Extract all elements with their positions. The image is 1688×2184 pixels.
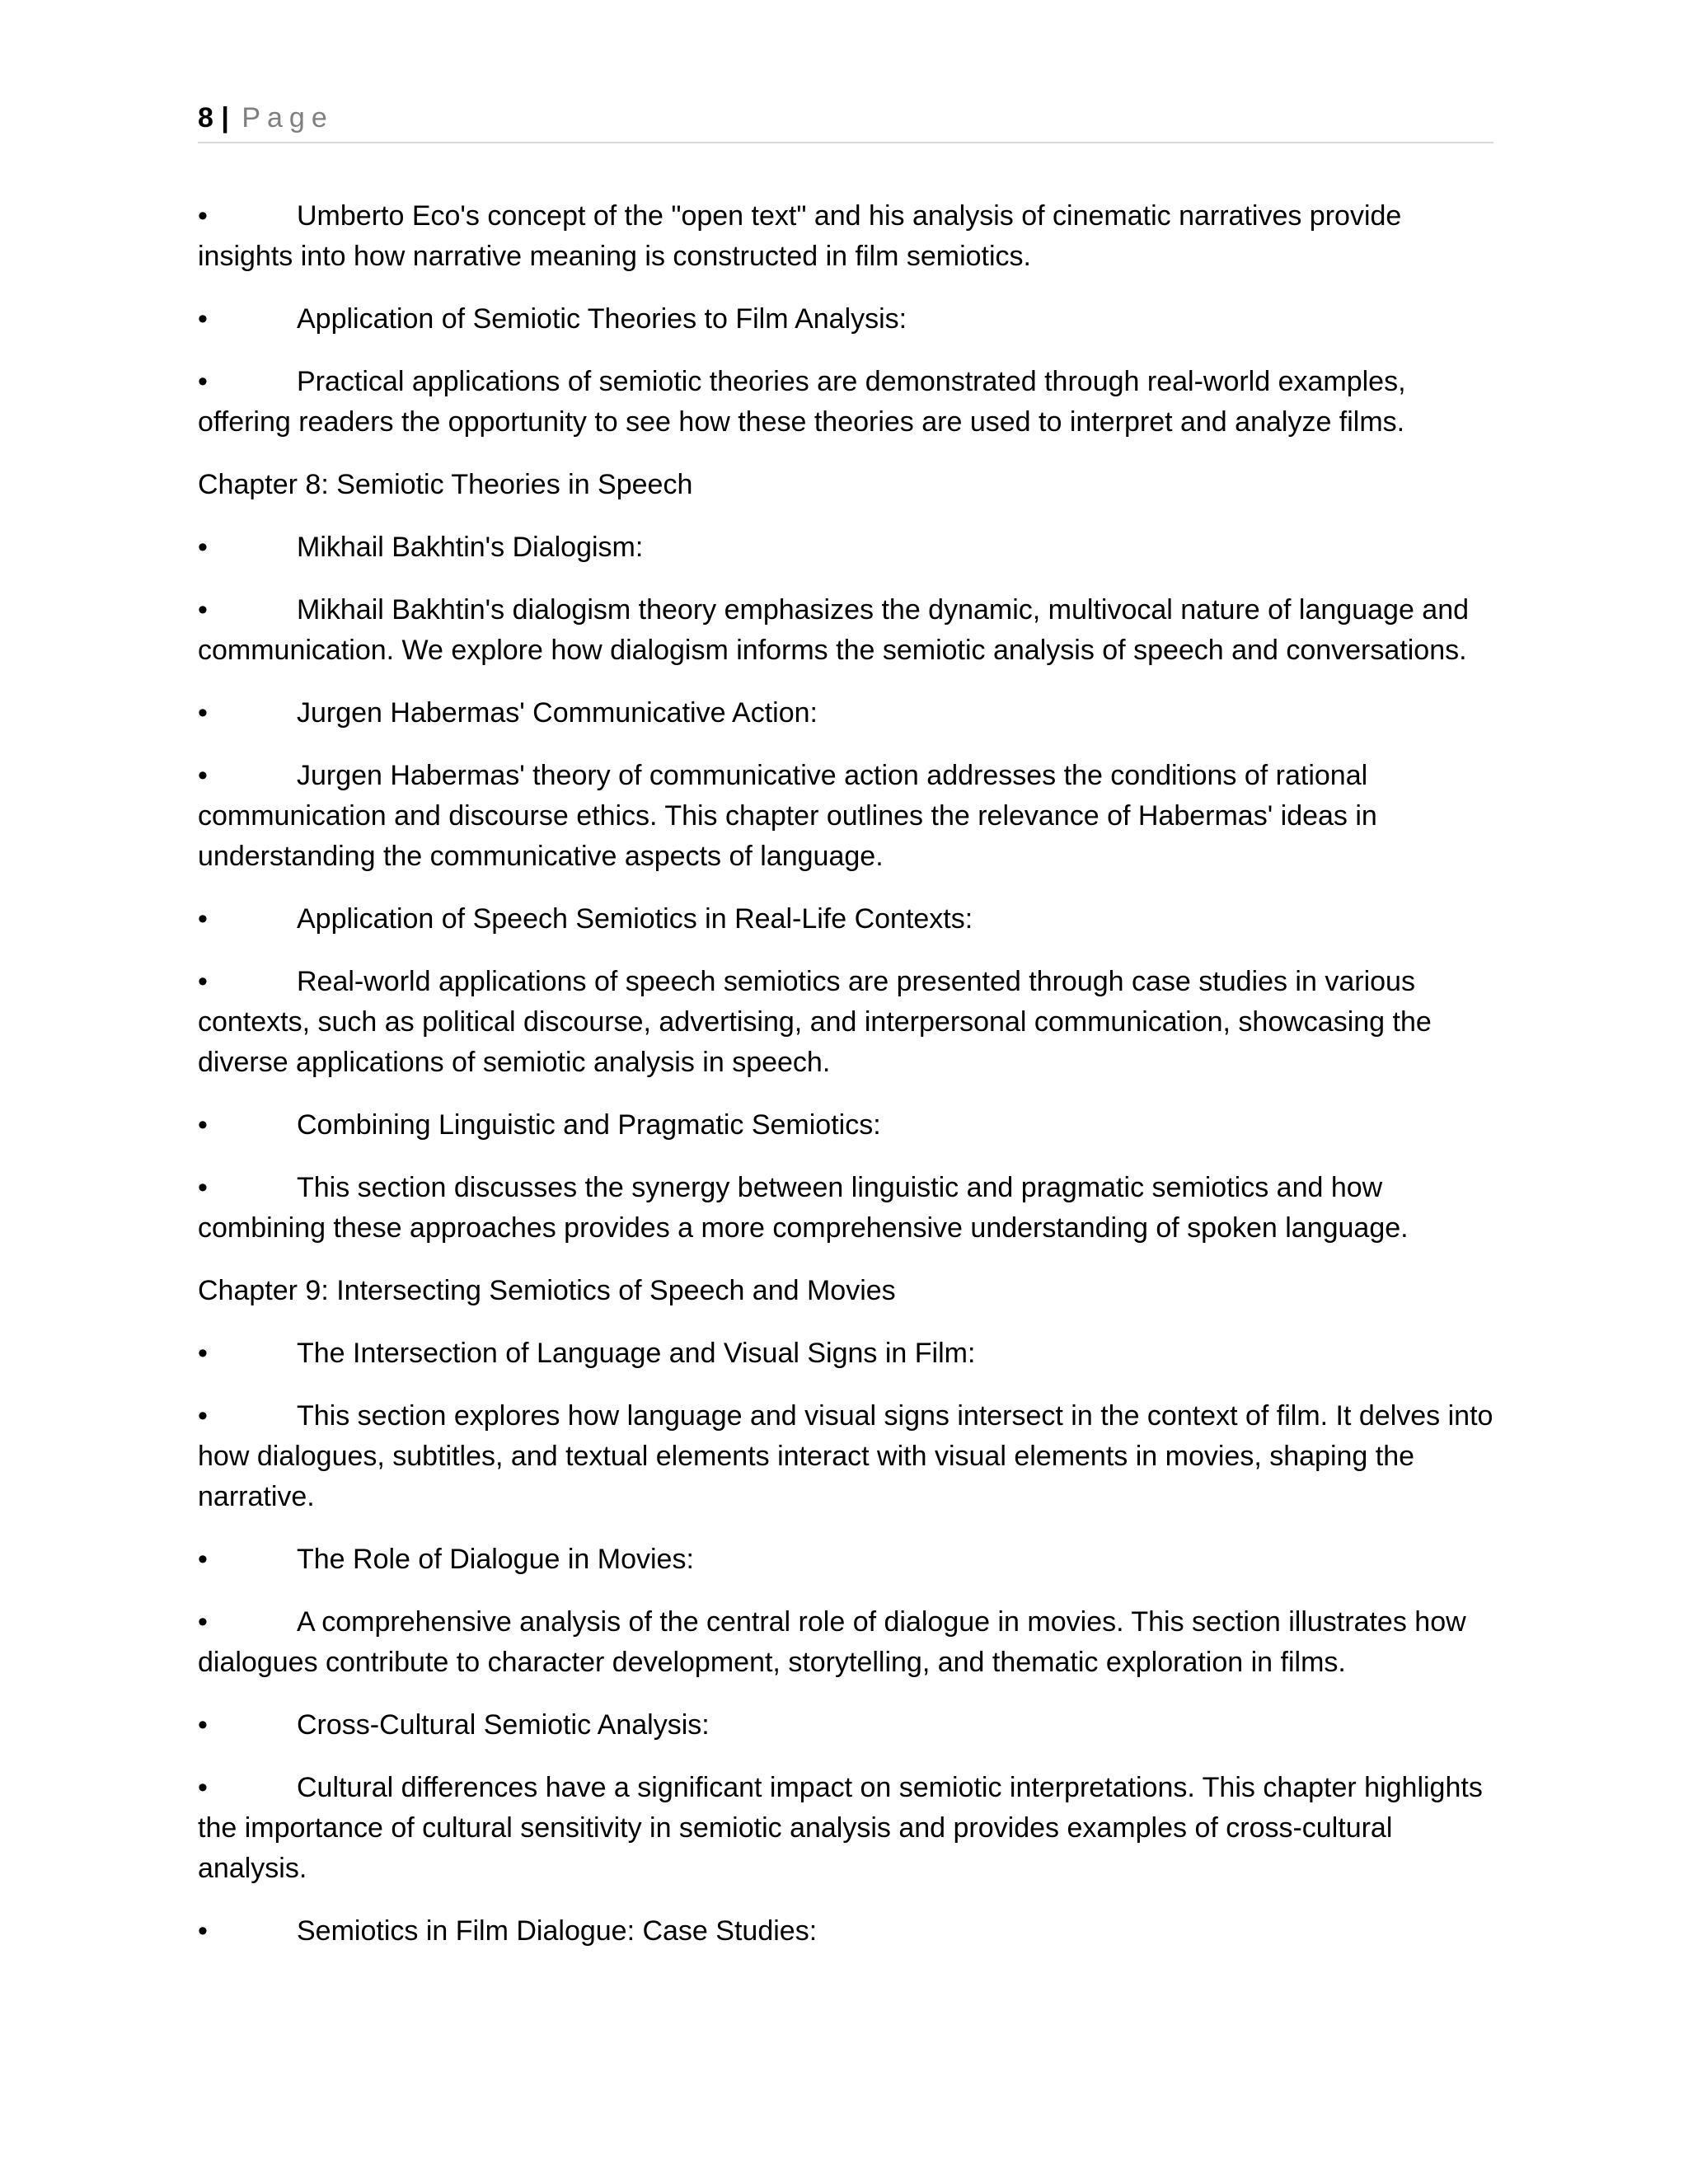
paragraph-text: Application of Semiotic Theories to Film Analysis:: [297, 303, 907, 335]
paragraph-text: Semiotics in Film Dialogue: Case Studies:: [297, 1915, 818, 1947]
paragraph-text: Application of Speech Semiotics in Real-Life Contexts:: [297, 903, 973, 935]
bullet: •: [198, 366, 208, 397]
paragraph-text: The Intersection of Language and Visual Signs in Film:: [297, 1338, 976, 1369]
paragraph: [198, 693, 1493, 733]
bullet: •: [198, 1915, 208, 1947]
chapter-heading: [198, 1271, 1493, 1311]
paragraph: [198, 299, 1493, 340]
bullet: •: [198, 760, 208, 791]
paragraph-text: Mikhail Bakhtin's dialogism theory emphasizes the dynamic, multivocal nature of language and communication. We explore how dialogism informs the semiotic analysis of speech and conversations.: [198, 594, 1470, 666]
paragraph: [198, 1705, 1493, 1746]
paragraph: [198, 1540, 1493, 1580]
paragraph-text: Cross-Cultural Semiotic Analysis:: [297, 1709, 710, 1741]
bullet: •: [198, 303, 208, 335]
chapter-heading-text: Chapter 9: Intersecting Semiotics of Speech and Movies: [198, 1275, 896, 1306]
page-header: [198, 97, 1493, 143]
paragraph-text: Mikhail Bakhtin's Dialogism:: [297, 532, 644, 563]
bullet: •: [198, 1109, 208, 1141]
paragraph-text: Cultural differences have a significant impact on semiotic interpretations. This chapter highlights the importance of cultural sensitivity in semiotic analysis and provides examples of cross-cultural analysis.: [198, 1772, 1483, 1884]
chapter-heading: [198, 465, 1493, 505]
paragraph-text: Jurgen Habermas' theory of communicative action addresses the conditions of rational communication and discourse ethics. This chapter outlines the relevance of Habermas' ideas in understanding the communicative aspects of language.: [198, 760, 1377, 872]
bullet: •: [198, 697, 208, 729]
paragraph: [198, 756, 1493, 877]
bullet: •: [198, 1606, 208, 1638]
chapter-heading-text: Chapter 8: Semiotic Theories in Speech: [198, 469, 693, 500]
paragraph: [198, 527, 1493, 568]
paragraph-text: The Role of Dialogue in Movies:: [297, 1544, 694, 1575]
paragraph: [198, 362, 1493, 443]
bullet: •: [198, 1709, 208, 1741]
page-number: 8: [198, 102, 213, 134]
page-separator: |: [221, 102, 229, 134]
paragraph: [198, 1911, 1493, 1952]
paragraph: [198, 1333, 1493, 1374]
bullet: •: [198, 1338, 208, 1369]
paragraph-text: Umberto Eco's concept of the "open text" and his analysis of cinematic narratives provide insights into how narrative meaning is constructed in film semiotics.: [198, 200, 1402, 272]
paragraph: [198, 196, 1493, 277]
paragraph-text: Real-world applications of speech semiotics are presented through case studies in various contexts, such as political discourse, advertising, and interpersonal communication, showcasing the diverse applications of semiotic analysis in speech.: [198, 966, 1432, 1078]
document-body: [198, 196, 1493, 1974]
paragraph: [198, 899, 1493, 940]
bullet: •: [198, 903, 208, 935]
paragraph: [198, 1602, 1493, 1683]
paragraph: [198, 962, 1493, 1083]
bullet: •: [198, 1772, 208, 1803]
bullet: •: [198, 200, 208, 232]
paragraph: [198, 1768, 1493, 1889]
bullet: •: [198, 594, 208, 626]
paragraph-text: This section discusses the synergy between linguistic and pragmatic semiotics and how combining these approaches provides a more comprehensive understanding of spoken language.: [198, 1172, 1409, 1244]
bullet: •: [198, 966, 208, 997]
paragraph: [198, 1105, 1493, 1146]
paragraph-text: Practical applications of semiotic theories are demonstrated through real-world examples, offering readers the opportunity to see how these theories are used to interpret and analyze films.: [198, 366, 1406, 438]
bullet: •: [198, 532, 208, 563]
paragraph-text: This section explores how language and visual signs intersect in the context of film. It delves into how dialogues, subtitles, and textual elements interact with visual elements in movies, shaping the narrative.: [198, 1400, 1493, 1512]
paragraph: [198, 1168, 1493, 1249]
page-label: Page: [241, 102, 334, 134]
bullet: •: [198, 1544, 208, 1575]
bullet: •: [198, 1172, 208, 1203]
paragraph-text: A comprehensive analysis of the central role of dialogue in movies. This section illustrates how dialogues contribute to character development, storytelling, and thematic exploration in films.: [198, 1606, 1466, 1678]
paragraph-text: Jurgen Habermas' Communicative Action:: [297, 697, 818, 729]
paragraph: [198, 1396, 1493, 1517]
paragraph-text: Combining Linguistic and Pragmatic Semiotics:: [297, 1109, 881, 1141]
paragraph: [198, 590, 1493, 671]
bullet: •: [198, 1400, 208, 1432]
